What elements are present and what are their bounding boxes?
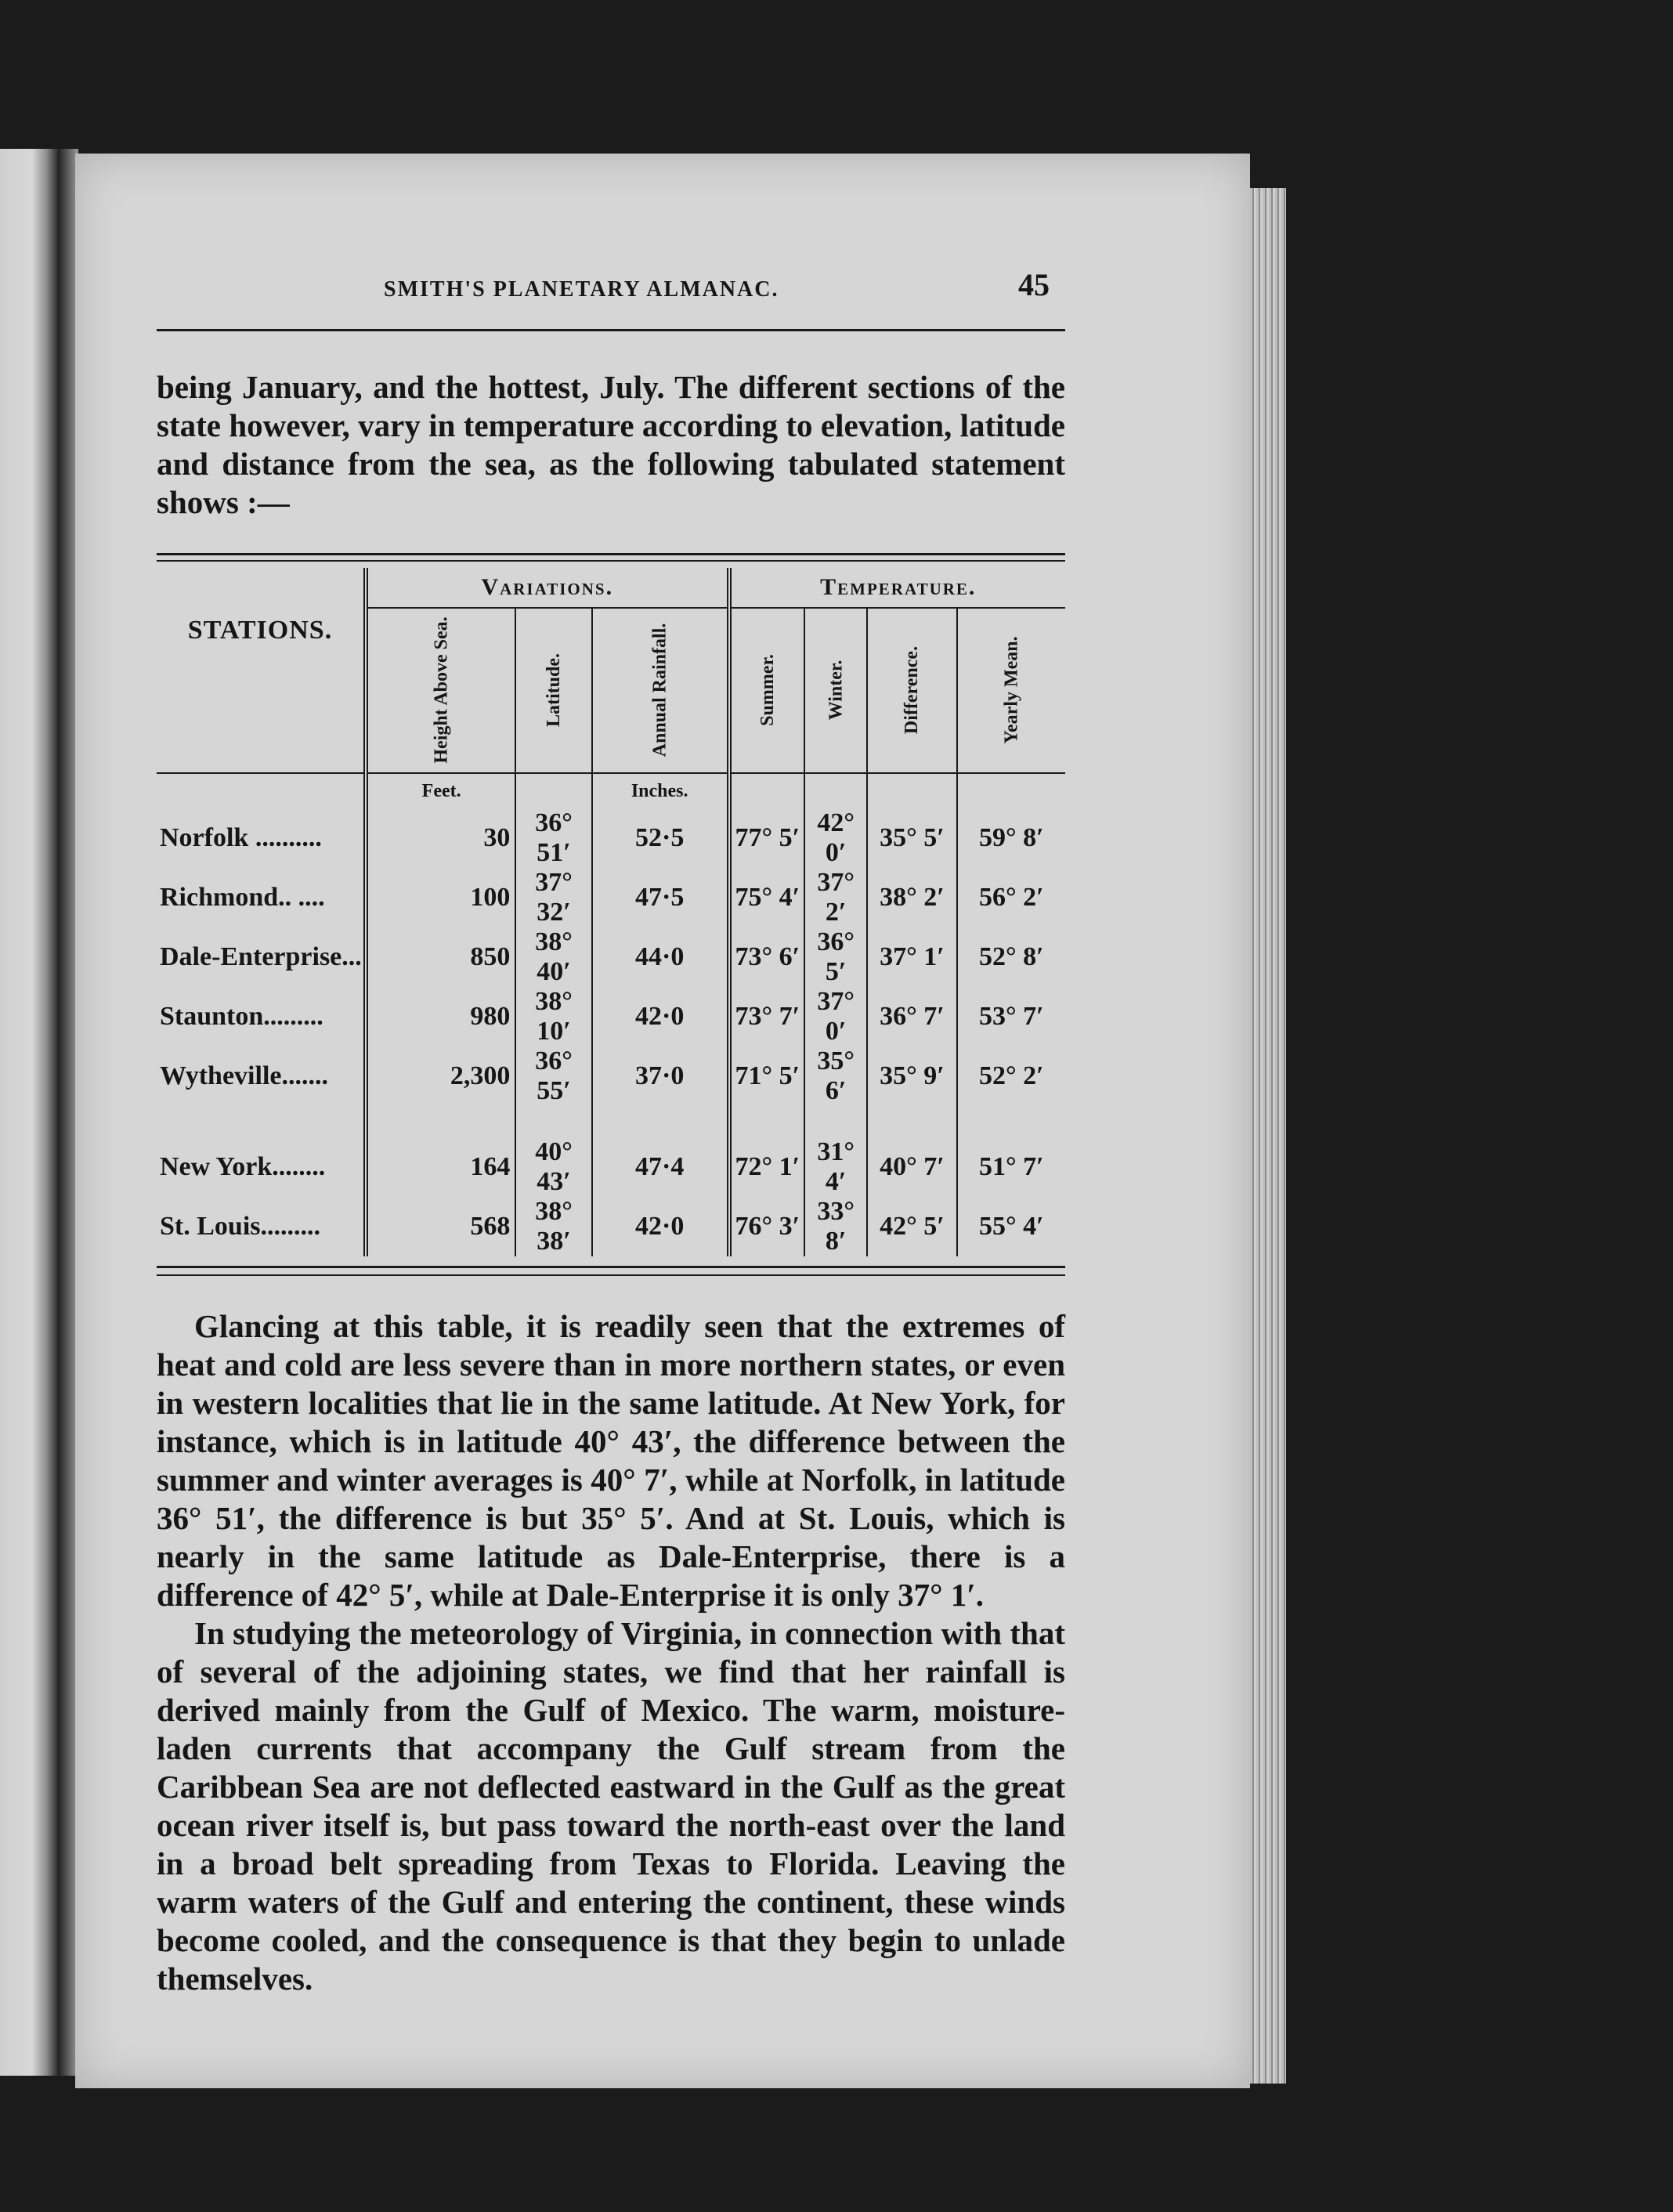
spacer-cell: [515, 1106, 592, 1137]
spacer-cell: [592, 1106, 729, 1137]
facing-page-edge: [0, 149, 58, 2076]
table-row: [157, 1137, 1065, 1197]
table-row: [157, 1046, 1065, 1106]
winter-cell: 31° 4′: [804, 1137, 867, 1197]
height-header: [366, 608, 515, 773]
table-bottom-rule: [157, 1266, 1065, 1276]
rainfall-cell: 52·5: [592, 808, 729, 868]
summer-cell: 75° 4′: [729, 868, 805, 927]
height-cell: 30: [366, 808, 515, 868]
intro-paragraph: being January, and the hottest, July. The different sections of the state however, vary in temperature according to elevation, latitude and distance from the sea, as the following tabulated statement shows :—: [157, 369, 1065, 520]
page-content: [157, 266, 1065, 1998]
temperature-header: Temperature.: [729, 568, 1065, 608]
spacer-cell: [804, 1106, 867, 1137]
station-name: Norfolk ..........: [160, 823, 322, 852]
spacer-cell: [157, 1106, 366, 1137]
comparison-rows: [157, 1137, 1065, 1256]
height-cell: 100: [366, 868, 515, 927]
latitude-cell: 38° 10′: [515, 987, 592, 1046]
spacer-cell: [729, 1106, 805, 1137]
winter-cell: 42° 0′: [804, 808, 867, 868]
height-cell: 850: [366, 927, 515, 987]
latitude-cell: 40° 43′: [515, 1137, 592, 1197]
climate-data-table: [157, 568, 1065, 1256]
variations-header: Variations.: [366, 568, 729, 608]
difference-cell: 36° 7′: [867, 987, 956, 1046]
column-header-row: [157, 608, 1065, 773]
latitude-unit: [515, 773, 592, 808]
body-paragraph: In studying the meteorology of Virginia, in connection with that of several of the adjoining states, we find that her rainfall is derived mainly from the Gulf of Mexico. The warm, moisture-laden currents that accompany the Gulf stream from the Caribbean Sea are not deflected eastward in the Gulf as the great ocean river itself is, but pass toward the north-east over the land in a broad belt spreading from Texas to Florida. Leaving the warm waters of the Gulf and entering the continent, these winds become cooled, and the consequence is that they begin to unlade themselves.: [157, 1615, 1065, 1997]
summer-unit: [729, 773, 805, 808]
climate-table: [157, 553, 1065, 1276]
running-head: SMITH'S PLANETARY ALMANAC.: [384, 277, 779, 302]
rainfall-cell: 42·0: [592, 1197, 729, 1256]
rainfall-cell: 47·5: [592, 868, 729, 927]
yearly-cell: 56° 2′: [957, 868, 1065, 927]
rainfall-cell: 47·4: [592, 1137, 729, 1197]
yearly-cell: 52° 8′: [957, 927, 1065, 987]
station-name: Richmond.. ....: [160, 883, 325, 912]
yearly-cell: 59° 8′: [957, 808, 1065, 868]
station-name: New York........: [160, 1152, 326, 1181]
latitude-cell: 36° 55′: [515, 1046, 592, 1106]
yearly-cell: 53° 7′: [957, 987, 1065, 1046]
yearly-cell: 51° 7′: [957, 1137, 1065, 1197]
header-rule: [157, 329, 1065, 331]
station-name: Staunton.........: [160, 1002, 323, 1031]
height-cell: 164: [366, 1137, 515, 1197]
difference-header-label: Difference.: [902, 645, 923, 735]
difference-cell: 37° 1′: [867, 927, 956, 987]
winter-cell: 33° 8′: [804, 1197, 867, 1256]
page-stack-edge: [1250, 188, 1286, 2084]
difference-cell: 35° 9′: [867, 1046, 956, 1106]
height-unit: Feet.: [366, 773, 515, 808]
winter-header: [804, 608, 867, 773]
summer-cell: 77° 5′: [729, 808, 805, 868]
rainfall-cell: 37·0: [592, 1046, 729, 1106]
rainfall-header: [592, 608, 729, 773]
summer-cell: 72° 1′: [729, 1137, 805, 1197]
group-spacer-row: [157, 1106, 1065, 1137]
table-row: [157, 1197, 1065, 1256]
yearly-cell: 52° 2′: [957, 1046, 1065, 1106]
difference-cell: 42° 5′: [867, 1197, 956, 1256]
table-row: [157, 808, 1065, 868]
page-number: 45: [1018, 267, 1050, 302]
summer-cell: 76° 3′: [729, 1197, 805, 1256]
difference-cell: 40° 7′: [867, 1137, 956, 1197]
station-name: St. Louis.........: [160, 1212, 320, 1241]
winter-header-label: Winter.: [826, 660, 847, 721]
winter-cell: 35° 6′: [804, 1046, 867, 1106]
latitude-cell: 38° 40′: [515, 927, 592, 987]
yearly-header: [957, 608, 1065, 773]
winter-cell: 37° 2′: [804, 868, 867, 927]
latitude-header-label: Latitude.: [544, 652, 565, 728]
units-spacer: [157, 773, 366, 808]
spacer-cell: [957, 1106, 1065, 1137]
summer-header-label: Summer.: [757, 654, 778, 726]
latitude-cell: 37° 32′: [515, 868, 592, 927]
rainfall-unit: Inches.: [592, 773, 729, 808]
station-name: Wytheville.......: [160, 1061, 328, 1090]
yearly-unit: [957, 773, 1065, 808]
units-row: [157, 773, 1065, 808]
summer-cell: 73° 6′: [729, 927, 805, 987]
height-cell: 980: [366, 987, 515, 1046]
winter-cell: 37° 0′: [804, 987, 867, 1046]
virginia-rows: [157, 808, 1065, 1106]
height-cell: 568: [366, 1197, 515, 1256]
page-header: [157, 266, 1065, 313]
station-name: Dale-Enterprise...: [160, 942, 362, 971]
yearly-header-label: Yearly Mean.: [1001, 636, 1022, 744]
height-cell: 2,300: [366, 1046, 515, 1106]
difference-cell: 38° 2′: [867, 868, 956, 927]
rainfall-cell: 44·0: [592, 927, 729, 987]
summer-cell: 73° 7′: [729, 987, 805, 1046]
table-row: [157, 927, 1065, 987]
height-header-label: Height Above Sea.: [431, 616, 452, 764]
latitude-cell: 38° 38′: [515, 1197, 592, 1256]
latitude-cell: 36° 51′: [515, 808, 592, 868]
spacer-cell: [867, 1106, 956, 1137]
difference-cell: 35° 5′: [867, 808, 956, 868]
rainfall-cell: 42·0: [592, 987, 729, 1046]
body-paragraph: Glancing at this table, it is readily seen that the extremes of heat and cold are less severe than in more northern states, or even in western localities that lie in the same latitude. At New York, for instance, which is in latitude 40° 43′, the difference between the summer and winter averages is 40° 7′, while at Norfolk, in latitude 36° 51′, the difference is but 35° 5′. And at St. Louis, which is nearly in the same latitude as Dale-Enterprise, there is a difference of 42° 5′, while at Dale-Enterprise it is only 37° 1′.: [157, 1308, 1065, 1613]
stations-header: STATIONS.: [157, 608, 366, 773]
table-row: [157, 987, 1065, 1046]
rainfall-header-label: Annual Rainfall.: [649, 623, 670, 757]
latitude-header: [515, 608, 592, 773]
summer-header: [729, 608, 805, 773]
difference-header: [867, 608, 956, 773]
winter-unit: [804, 773, 867, 808]
winter-cell: 36° 5′: [804, 927, 867, 987]
difference-unit: [867, 773, 956, 808]
body-text: [157, 1307, 1065, 1998]
group-header-row: [157, 568, 1065, 608]
spacer-cell: [366, 1106, 515, 1137]
yearly-cell: 55° 4′: [957, 1197, 1065, 1256]
table-row: [157, 868, 1065, 927]
group-header-spacer: [157, 568, 366, 608]
summer-cell: 71° 5′: [729, 1046, 805, 1106]
